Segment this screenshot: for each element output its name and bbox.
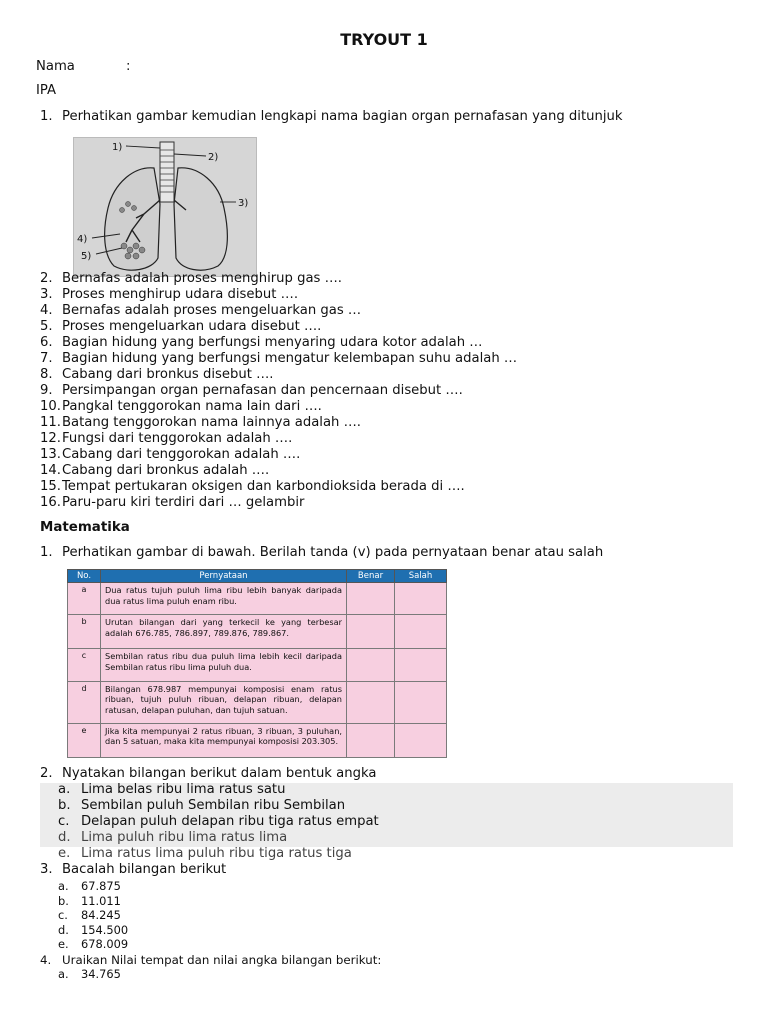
ipa-question-item bbox=[40, 287, 298, 303]
header-salah: Salah bbox=[395, 570, 447, 583]
benar-checkbox-cell[interactable] bbox=[347, 649, 395, 681]
row-statement: Dua ratus tujuh puluh lima ribu lebih banyak daripada dua ratus lima puluh enam ribu. bbox=[101, 583, 347, 615]
salah-checkbox-cell[interactable] bbox=[395, 615, 447, 649]
ipa-question-item bbox=[40, 399, 322, 415]
item-number: 4. bbox=[40, 303, 53, 318]
table-row bbox=[68, 681, 447, 723]
ipa-question-item bbox=[40, 367, 273, 383]
nama-label: Nama bbox=[36, 59, 75, 74]
item-number: 6. bbox=[40, 335, 53, 350]
item-number: 14. bbox=[40, 463, 61, 478]
question-text: Uraikan Nilai tempat dan nilai angka bilangan berikut: bbox=[62, 953, 382, 967]
ipa-question-item bbox=[40, 271, 342, 287]
row-statement: Bilangan 678.987 mempunyai komposisi enam ratus ribuan, tujuh puluh ribuan, delapan ribuan, delapan ratusan, delapan puluhan, dan tujuh satuan. bbox=[101, 681, 347, 723]
ipa-question-item bbox=[40, 431, 292, 447]
math-q3-item bbox=[58, 908, 121, 922]
row-statement: Urutan bilangan dari yang terkecil ke yang terbesar adalah 676.785, 786.897, 789.876, 789.867. bbox=[101, 615, 347, 649]
item-text: Proses menghirup udara disebut …. bbox=[62, 287, 299, 302]
item-text: Lima puluh ribu lima ratus lima bbox=[81, 830, 288, 845]
ipa-question-item bbox=[40, 303, 361, 319]
nama-colon: : bbox=[126, 59, 131, 74]
math-q2-item bbox=[58, 798, 345, 814]
item-number: d. bbox=[58, 830, 71, 845]
math-q3-item bbox=[58, 894, 121, 908]
question-text: Bacalah bilangan berikut bbox=[62, 862, 227, 877]
item-number: 16. bbox=[40, 495, 61, 510]
item-number: c. bbox=[58, 908, 68, 922]
item-text: Fungsi dari tenggorokan adalah …. bbox=[62, 431, 293, 446]
item-number: a. bbox=[58, 782, 71, 797]
table-body bbox=[68, 583, 447, 758]
item-number: 8. bbox=[40, 367, 53, 382]
ipa-question-item bbox=[40, 351, 517, 367]
item-text: Cabang dari bronkus disebut …. bbox=[62, 367, 274, 382]
item-text: Cabang dari bronkus adalah …. bbox=[62, 463, 270, 478]
row-letter: d bbox=[68, 681, 101, 723]
question-number: 1. bbox=[40, 109, 53, 124]
subject-ipa: IPA bbox=[36, 83, 57, 98]
question-number: 3. bbox=[40, 862, 53, 877]
item-text: Sembilan puluh Sembilan ribu Sembilan bbox=[81, 798, 346, 813]
question-text: Perhatikan gambar kemudian lengkapi nama bagian organ pernafasan yang ditunjuk bbox=[62, 109, 623, 124]
math-q2-item bbox=[58, 814, 379, 830]
question-text: Perhatikan gambar di bawah. Berilah tanda (v) pada pernyataan benar atau salah bbox=[62, 545, 604, 560]
row-letter: b bbox=[68, 615, 101, 649]
row-statement: Jika kita mempunyai 2 ratus ribuan, 3 ribuan, 3 puluhan, dan 5 satuan, maka kita mempunyai komposisi 203.305. bbox=[101, 723, 347, 757]
header-benar: Benar bbox=[347, 570, 395, 583]
item-text: 678.009 bbox=[81, 937, 129, 951]
ipa-question-item bbox=[40, 495, 304, 511]
ipa-question-1 bbox=[40, 109, 623, 125]
header-pernyataan: Pernyataan bbox=[101, 570, 347, 583]
item-text: 67.875 bbox=[81, 879, 121, 893]
math-q2-item bbox=[58, 830, 287, 846]
item-number: 13. bbox=[40, 447, 61, 462]
item-text: Batang tenggorokan nama lainnya adalah …. bbox=[62, 415, 361, 430]
page-title: TRYOUT 1 bbox=[340, 30, 428, 49]
row-letter: e bbox=[68, 723, 101, 757]
figure-label-2: 2) bbox=[208, 152, 219, 163]
item-text: Bagian hidung yang berfungsi menyaring udara kotor adalah … bbox=[62, 335, 483, 350]
item-text: Tempat pertukaran oksigen dan karbondioksida berada di …. bbox=[62, 479, 465, 494]
row-letter: c bbox=[68, 649, 101, 681]
item-text: Pangkal tenggorokan nama lain dari …. bbox=[62, 399, 322, 414]
math-q3-item bbox=[58, 879, 121, 893]
item-number: 15. bbox=[40, 479, 61, 494]
figure-label-1: 1) bbox=[112, 142, 123, 153]
item-number: e. bbox=[58, 846, 71, 861]
math-q3-item bbox=[58, 937, 128, 951]
table-header-row bbox=[68, 570, 447, 583]
item-number: 12. bbox=[40, 431, 61, 446]
figure-label-5: 5) bbox=[81, 251, 92, 262]
item-text: 34.765 bbox=[81, 967, 121, 981]
math-q2-item bbox=[58, 782, 285, 798]
ipa-question-item bbox=[40, 415, 361, 431]
item-number: 5. bbox=[40, 319, 53, 334]
item-number: 2. bbox=[40, 271, 53, 286]
benar-checkbox-cell[interactable] bbox=[347, 583, 395, 615]
math-question-4 bbox=[40, 952, 381, 968]
math-question-2 bbox=[40, 766, 376, 782]
figure-label-3: 3) bbox=[238, 198, 249, 209]
math-question-1 bbox=[40, 545, 603, 561]
salah-checkbox-cell[interactable] bbox=[395, 723, 447, 757]
statement-table bbox=[67, 569, 447, 758]
item-text: Bernafas adalah proses menghirup gas …. bbox=[62, 271, 342, 286]
table-row bbox=[68, 649, 447, 681]
item-number: a. bbox=[58, 879, 69, 893]
item-text: Bernafas adalah proses mengeluarkan gas … bbox=[62, 303, 362, 318]
table-row bbox=[68, 615, 447, 649]
item-text: Bagian hidung yang berfungsi mengatur kelembapan suhu adalah … bbox=[62, 351, 518, 366]
item-text: Lima ratus lima puluh ribu tiga ratus tiga bbox=[81, 846, 352, 861]
ipa-question-item bbox=[40, 335, 482, 351]
row-statement: Sembilan ratus ribu dua puluh lima lebih kecil daripada Sembilan ratus ribu lima puluh dua. bbox=[101, 649, 347, 681]
item-number: 3. bbox=[40, 287, 53, 302]
respiratory-organ-figure bbox=[73, 137, 257, 277]
math-q2-item bbox=[58, 846, 352, 862]
salah-checkbox-cell[interactable] bbox=[395, 649, 447, 681]
salah-checkbox-cell[interactable] bbox=[395, 681, 447, 723]
ipa-question-item bbox=[40, 319, 321, 335]
item-text: 84.245 bbox=[81, 908, 121, 922]
question-number: 1. bbox=[40, 545, 53, 560]
item-number: d. bbox=[58, 922, 69, 937]
item-number: c. bbox=[58, 814, 70, 829]
row-letter: a bbox=[68, 583, 101, 615]
table-row bbox=[68, 723, 447, 757]
item-number: 10. bbox=[40, 399, 61, 414]
lungs-illustration bbox=[74, 138, 256, 276]
figure-label-4: 4) bbox=[77, 234, 88, 245]
ipa-question-item bbox=[40, 479, 465, 495]
math-q3-item bbox=[58, 923, 128, 937]
item-text: Proses mengeluarkan udara disebut …. bbox=[62, 319, 322, 334]
item-text: 154.500 bbox=[81, 922, 129, 937]
question-number: 4. bbox=[40, 953, 52, 967]
benar-checkbox-cell[interactable] bbox=[347, 681, 395, 723]
item-text: 11.011 bbox=[81, 893, 121, 908]
item-number: b. bbox=[58, 893, 69, 908]
question-number: 2. bbox=[40, 766, 53, 781]
item-text: Lima belas ribu lima ratus satu bbox=[81, 782, 286, 797]
benar-checkbox-cell[interactable] bbox=[347, 723, 395, 757]
item-text: Persimpangan organ pernafasan dan pencernaan disebut …. bbox=[62, 383, 463, 398]
header-no: No. bbox=[68, 570, 101, 583]
item-number: 11. bbox=[40, 415, 61, 430]
ipa-question-item bbox=[40, 463, 269, 479]
item-number: 7. bbox=[40, 351, 53, 366]
subject-math: Matematika bbox=[40, 520, 130, 535]
item-text: Cabang dari tenggorokan adalah …. bbox=[62, 447, 301, 462]
math-question-3 bbox=[40, 862, 226, 878]
benar-checkbox-cell[interactable] bbox=[347, 615, 395, 649]
table-row bbox=[68, 583, 447, 615]
ipa-question-item bbox=[40, 383, 463, 399]
item-number: 9. bbox=[40, 383, 53, 398]
salah-checkbox-cell[interactable] bbox=[395, 583, 447, 615]
question-text: Nyatakan bilangan berikut dalam bentuk angka bbox=[62, 766, 377, 781]
item-text: Delapan puluh delapan ribu tiga ratus empat bbox=[81, 814, 379, 829]
math-q4-item bbox=[58, 967, 121, 981]
item-text: Paru-paru kiri terdiri dari … gelambir bbox=[62, 495, 305, 510]
item-number: a. bbox=[58, 967, 69, 981]
ipa-question-item bbox=[40, 447, 300, 463]
item-number: b. bbox=[58, 798, 71, 813]
item-number: e. bbox=[58, 937, 69, 951]
